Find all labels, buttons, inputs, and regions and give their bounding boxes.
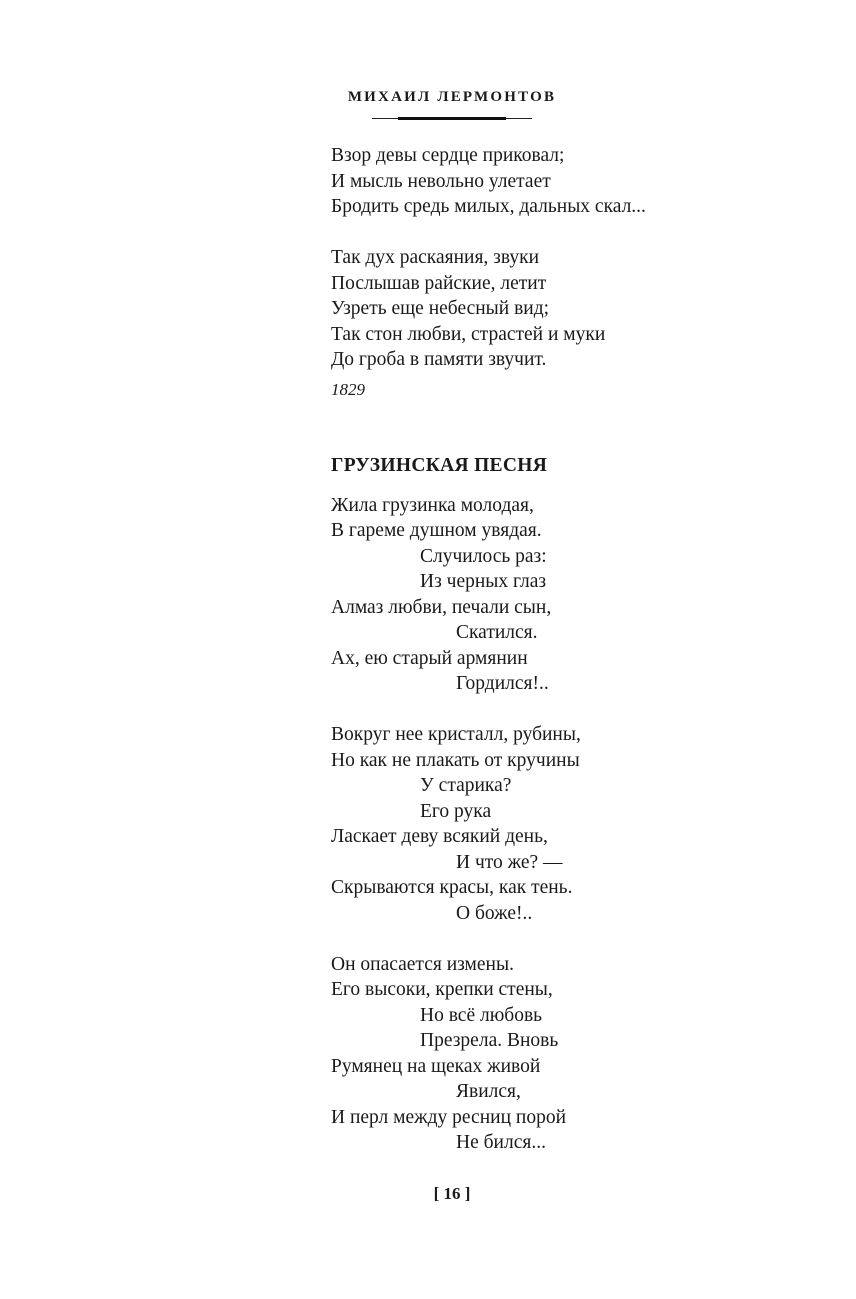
verse-line: Из черных глаз <box>420 571 547 592</box>
previous-poem-ending <box>331 143 751 373</box>
verse-line: Его высоки, крепки стены, <box>331 979 553 1000</box>
stanza <box>331 245 751 373</box>
running-head: МИХАИЛ ЛЕРМОНТОВ <box>347 89 557 105</box>
verse-line: Взор девы сердце приковал; <box>331 145 565 166</box>
poem-date: 1829 <box>331 379 365 399</box>
verse-line: Гордился!.. <box>456 673 549 694</box>
verse-line: Но как не плакать от кручины <box>331 749 580 771</box>
verse-line: Бродить средь милых, дальных скал... <box>331 196 646 217</box>
verse-line: Вокруг нее кристалл, рубины, <box>331 724 581 745</box>
verse-line: Алмаз любви, печали сын, <box>331 596 552 618</box>
verse-line: Узреть еще небесный вид; <box>331 298 550 319</box>
poem-title: ГРУЗИНСКАЯ ПЕСНЯ <box>331 454 548 476</box>
verse-line: Так дух раскаяния, звуки <box>331 247 540 268</box>
stanza <box>331 952 751 1156</box>
stanza-break <box>331 220 751 246</box>
stanza <box>331 493 751 697</box>
verse-line: Презрела. Вновь <box>420 1030 559 1051</box>
verse-line: И перл между ресниц порой <box>331 1106 567 1128</box>
verse-line: Скатился. <box>456 622 538 643</box>
verse-line: Случилось раз: <box>420 545 547 567</box>
text-block <box>331 143 751 1156</box>
poem-body <box>331 493 751 1156</box>
verse-line: У старика? <box>420 775 512 796</box>
verse-line: Скрываются красы, как тень. <box>331 877 573 898</box>
verse-line: В гареме душном увядая. <box>331 520 542 541</box>
verse-line: Его рука <box>420 800 492 822</box>
verse-line: Жила грузинка молодая, <box>331 494 534 516</box>
verse-line: Ласкает деву всякий день, <box>331 826 548 847</box>
verse-line: И мысль невольно улетает <box>331 170 551 192</box>
stanza <box>331 722 751 926</box>
verse-line: Он опасается измены. <box>331 953 514 975</box>
stanza-break <box>331 697 751 723</box>
verse-line: Румянец на щеках живой <box>331 1055 541 1077</box>
verse-line: До гроба в памяти звучит. <box>331 349 547 370</box>
verse-line: Не бился... <box>456 1132 546 1153</box>
stanza-break <box>331 926 751 952</box>
verse-line: Так стон любви, страстей и муки <box>331 323 606 345</box>
verse-line: О боже!.. <box>456 902 533 924</box>
verse-line: Послышав райские, летит <box>331 272 547 294</box>
verse-line: И что же? — <box>456 851 563 873</box>
page-number: [ 16 ] <box>433 1184 471 1203</box>
verse-line: Но всё любовь <box>420 1004 543 1026</box>
stanza <box>331 143 751 220</box>
verse-line: Явился, <box>456 1081 521 1102</box>
header-rule-accent <box>398 117 506 120</box>
verse-line: Ах, ею старый армянин <box>331 647 528 669</box>
